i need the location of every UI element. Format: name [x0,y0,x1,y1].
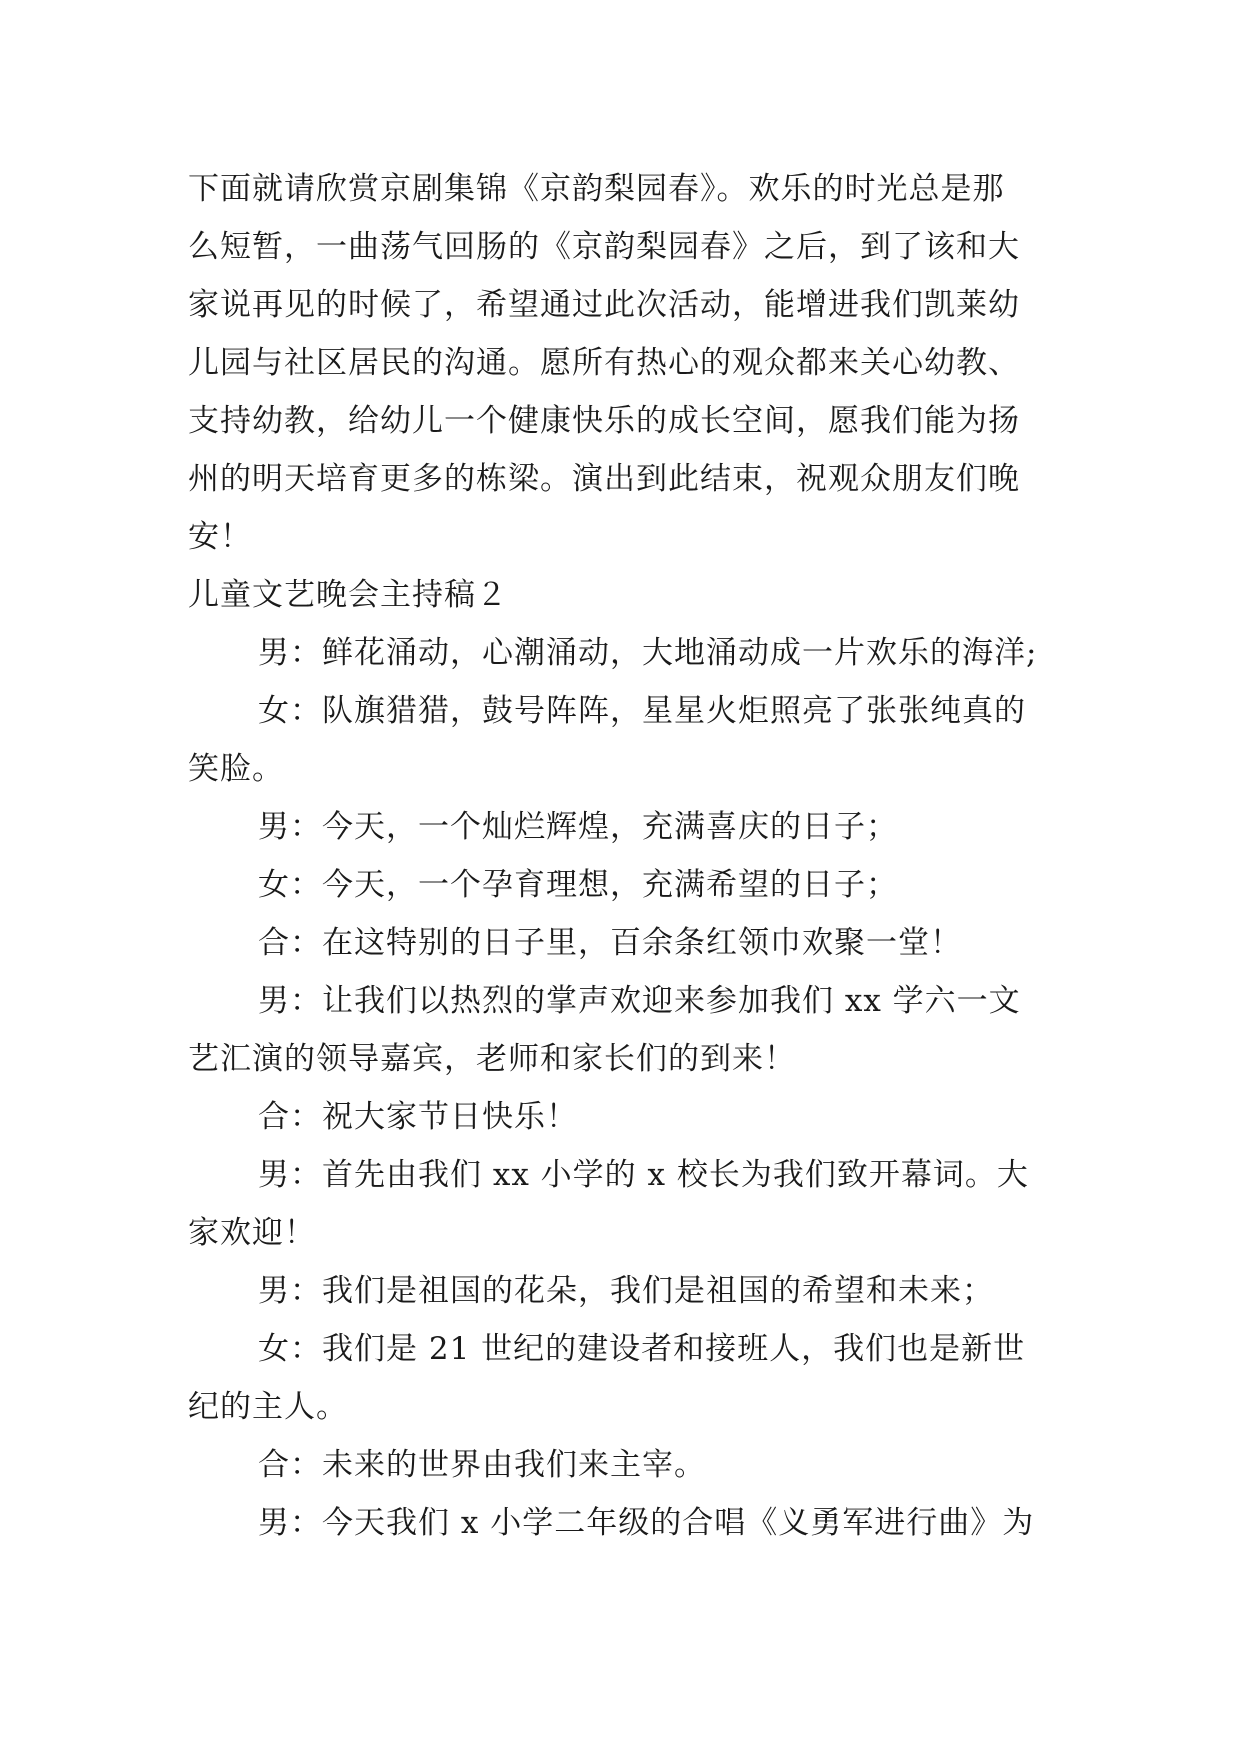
paragraph-line: 安！ [188,519,252,555]
paragraph-line: 么短暂，一曲荡气回肠的《京韵梨园春》之后，到了该和大 [188,229,1020,265]
paragraph-line: 州的明天培育更多的栋梁。演出到此结束，祝观众朋友们晚 [188,461,1020,497]
document-body [188,160,1058,1552]
dialogue-line: 男：我们是祖国的花朵，我们是祖国的希望和未来； [258,1273,994,1309]
dialogue-line: 女：我们是 21 世纪的建设者和接班人，我们也是新世 [258,1331,1026,1367]
dialogue-continuation: 家欢迎！ [188,1215,316,1251]
dialogue-continuation: 笑脸。 [188,751,284,787]
dialogue-line: 女：今天，一个孕育理想，充满希望的日子； [258,867,898,903]
section-title: 儿童文艺晚会主持稿２ [188,577,508,613]
paragraph-line: 支持幼教，给幼儿一个健康快乐的成长空间，愿我们能为扬 [188,403,1020,439]
dialogue-line: 合：未来的世界由我们来主宰。 [258,1447,706,1483]
dialogue-line: 男：首先由我们 xx 小学的 x 校长为我们致开幕词。大 [258,1157,1029,1193]
dialogue-line: 男：今天，一个灿烂辉煌，充满喜庆的日子； [258,809,898,845]
dialogue-line: 合：祝大家节日快乐！ [258,1099,578,1135]
dialogue-line: 男：鲜花涌动，心潮涌动，大地涌动成一片欢乐的海洋; [258,635,1038,671]
paragraph-line: 家说再见的时候了，希望通过此次活动，能增进我们凯莱幼 [188,287,1020,323]
dialogue-continuation: 纪的主人。 [188,1389,348,1425]
dialogue-line: 合：在这特别的日子里，百余条红领巾欢聚一堂！ [258,925,962,961]
paragraph-line: 儿园与社区居民的沟通。愿所有热心的观众都来关心幼教、 [188,345,1020,381]
dialogue-continuation: 艺汇演的领导嘉宾，老师和家长们的到来！ [188,1041,796,1077]
dialogue-line: 男：让我们以热烈的掌声欢迎来参加我们 xx 学六一文 [258,983,1021,1019]
dialogue-line: 女：队旗猎猎，鼓号阵阵，星星火炬照亮了张张纯真的 [258,693,1026,729]
paragraph-line: 下面就请欣赏京剧集锦《京韵梨园春》。欢乐的时光总是那 [188,171,1005,207]
dialogue-line: 男：今天我们 x 小学二年级的合唱《义勇军进行曲》为 [258,1505,1035,1541]
